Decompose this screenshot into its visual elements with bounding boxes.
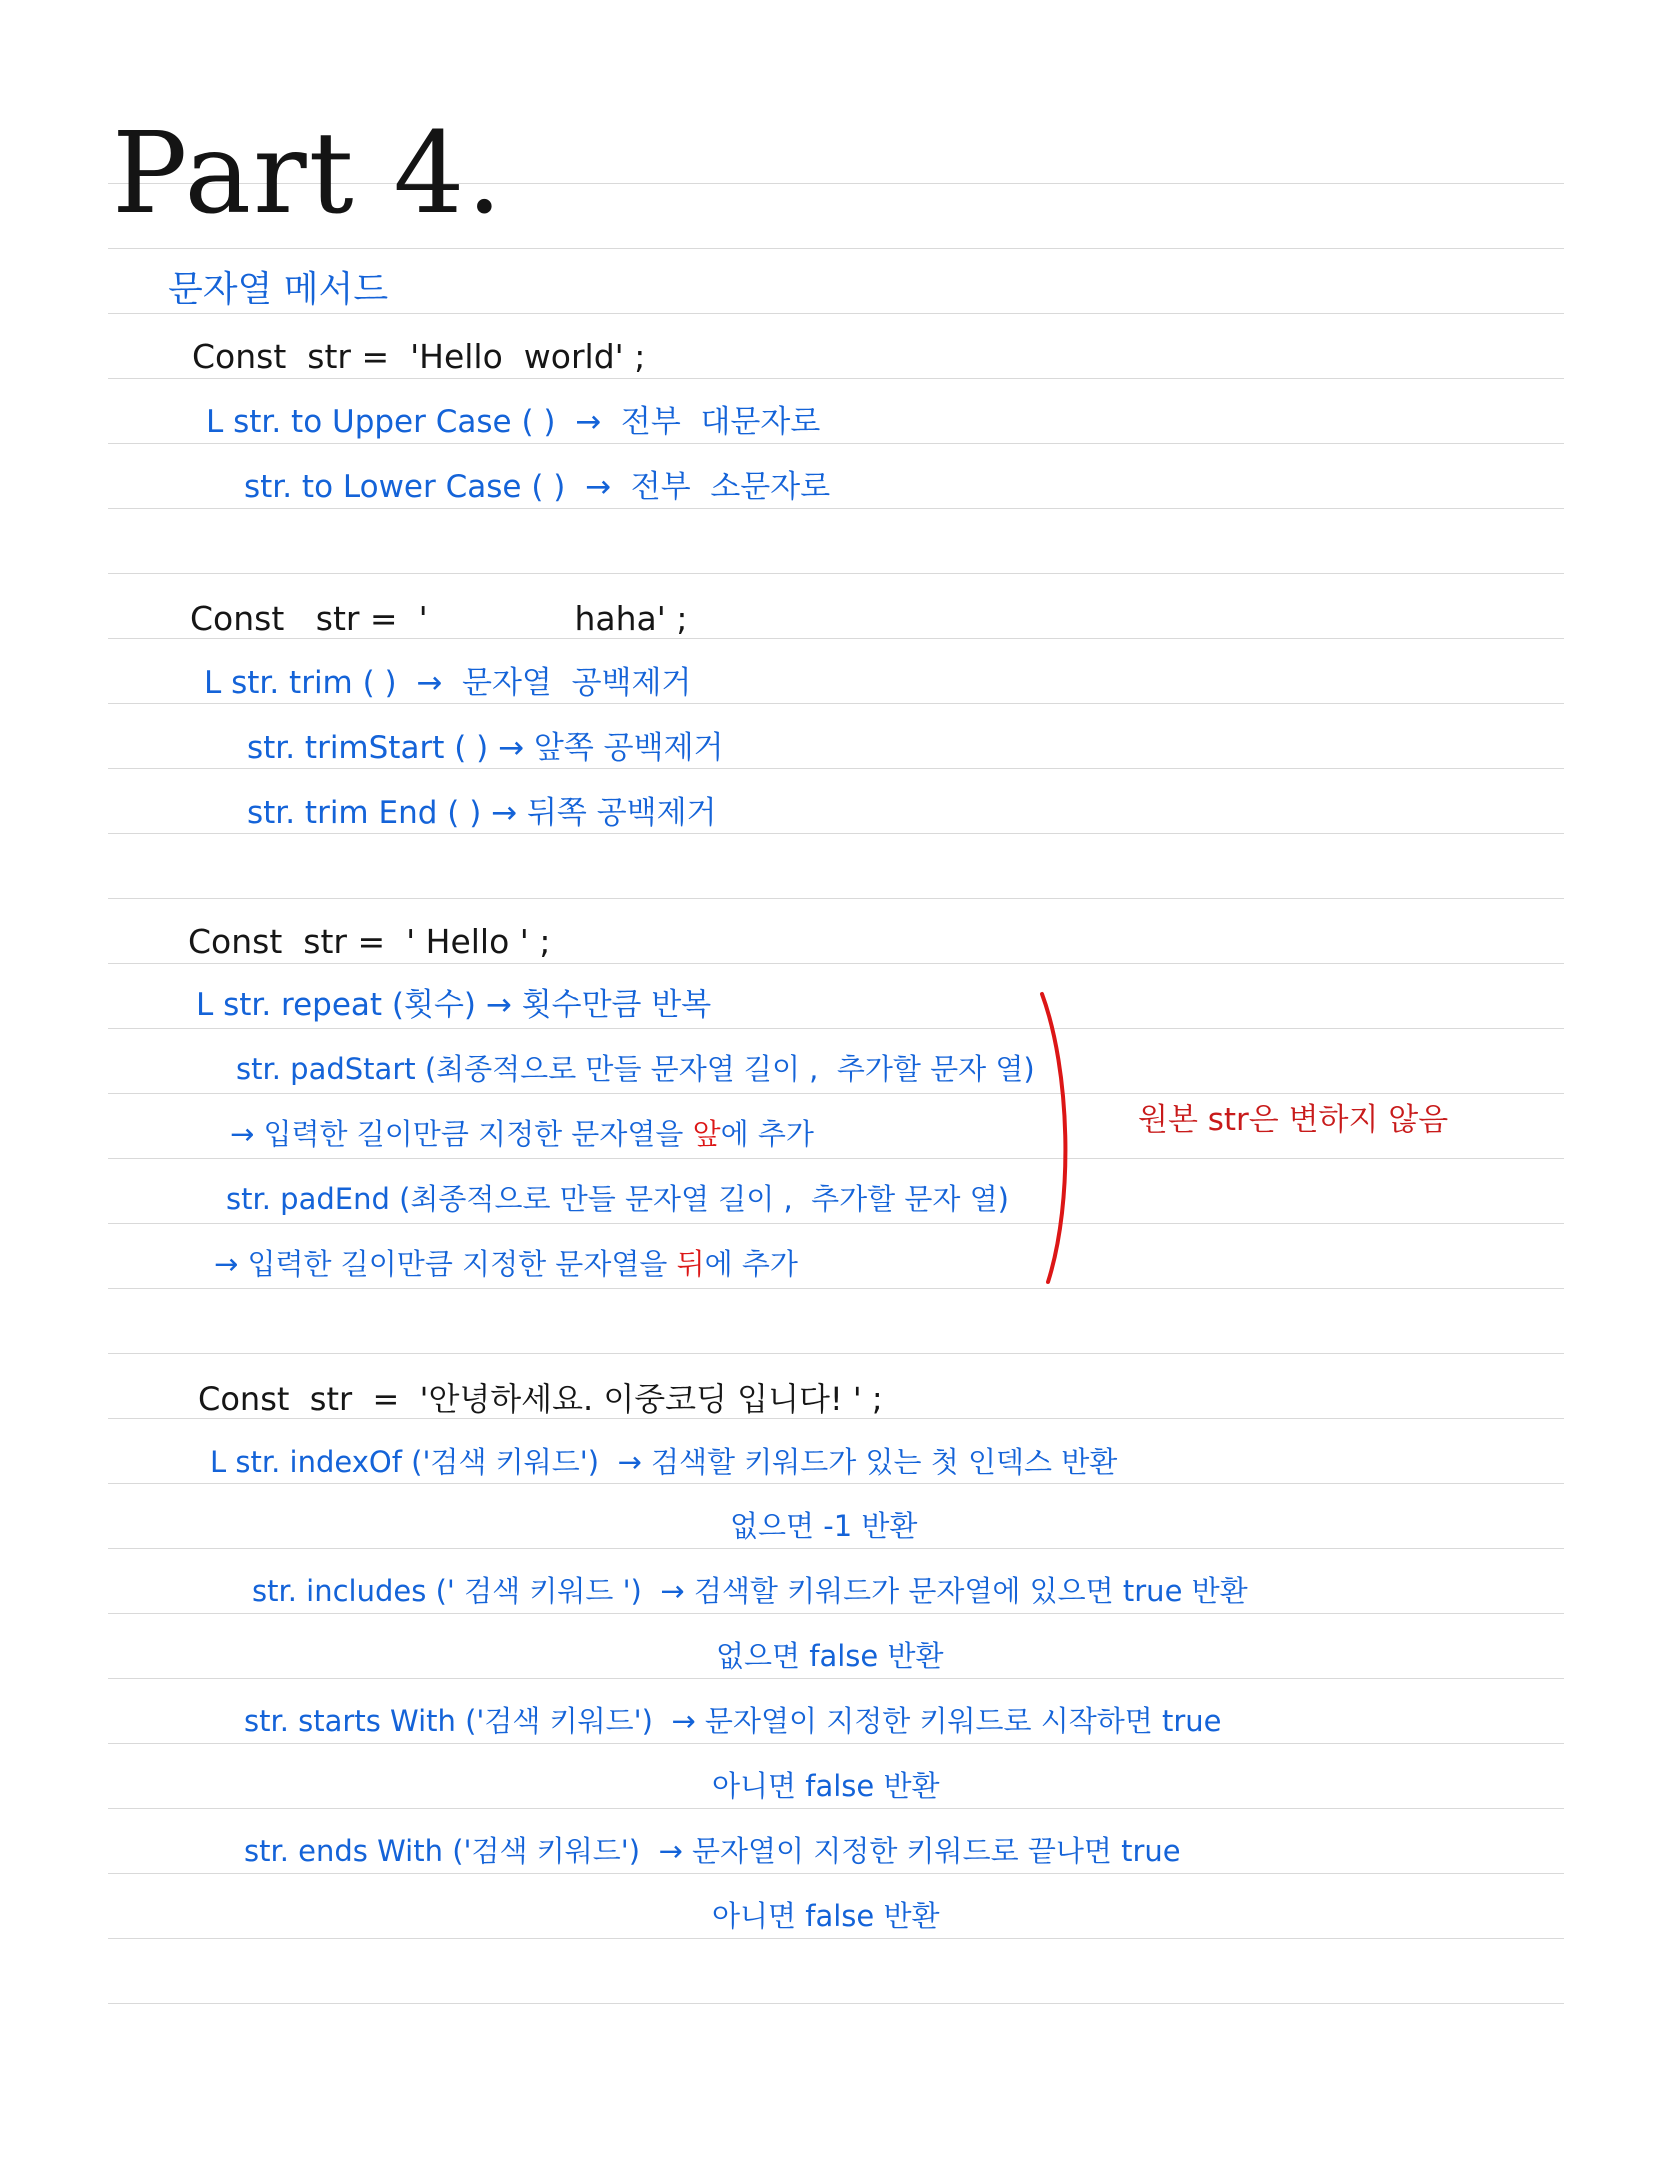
method-line: L str. to Upper Case ( ) → 전부 대문자로 bbox=[206, 404, 821, 440]
declaration-1: Const str = 'Hello world' ; bbox=[192, 337, 646, 376]
method-line: str. padStart (최종적으로 만들 문자열 길이 , 추가할 문자 열) bbox=[236, 1052, 1035, 1086]
method-line: str. includes (' 검색 키워드 ') → 검색할 키워드가 문자열에 있으면 true 반환 bbox=[252, 1574, 1248, 1608]
pad-start-note: → 입력한 길이만큼 지정한 문자열을 앞에 추가 bbox=[230, 1117, 814, 1151]
page-title: Part 4. bbox=[112, 109, 505, 239]
declaration-2: Const str = ' haha' ; bbox=[190, 599, 688, 638]
method-line: str. ends With ('검색 키워드') → 문자열이 지정한 키워드로 끝나면 true bbox=[244, 1834, 1181, 1868]
method-line: 없으면 false 반환 bbox=[716, 1639, 944, 1673]
side-note: 원본 str은 변하지 않음 bbox=[1138, 1102, 1449, 1138]
method-line: 아니면 false 반환 bbox=[712, 1769, 940, 1803]
method-line: str. padEnd (최종적으로 만들 문자열 길이 , 추가할 문자 열) bbox=[226, 1182, 1009, 1216]
method-line: 없으면 -1 반환 bbox=[730, 1509, 918, 1543]
method-line: L str. trim ( ) → 문자열 공백제거 bbox=[204, 665, 692, 701]
method-line: str. trim End ( ) → 뒤쪽 공백제거 bbox=[247, 795, 717, 831]
declaration-3: Const str = ' Hello ' ; bbox=[188, 922, 551, 961]
method-line: L str. indexOf ('검색 키워드') → 검색할 키워드가 있는 첫 인덱스 반환 bbox=[210, 1445, 1118, 1479]
method-line: str. to Lower Case ( ) → 전부 소문자로 bbox=[244, 469, 831, 505]
method-line: str. starts With ('검색 키워드') → 문자열이 지정한 키워드로 시작하면 true bbox=[244, 1704, 1222, 1738]
pad-end-note: → 입력한 길이만큼 지정한 문자열을 뒤에 추가 bbox=[214, 1247, 798, 1281]
method-line: 아니면 false 반환 bbox=[712, 1899, 940, 1933]
declaration-4: Const str = '안녕하세요. 이중코딩 입니다! ' ; bbox=[198, 1380, 883, 1418]
method-line: str. trimStart ( ) → 앞쪽 공백제거 bbox=[247, 730, 724, 766]
bracket-mark bbox=[1030, 990, 1090, 1290]
section-heading: 문자열 메서드 bbox=[168, 269, 389, 310]
method-line: L str. repeat (횟수) → 횟수만큼 반복 bbox=[196, 987, 712, 1023]
